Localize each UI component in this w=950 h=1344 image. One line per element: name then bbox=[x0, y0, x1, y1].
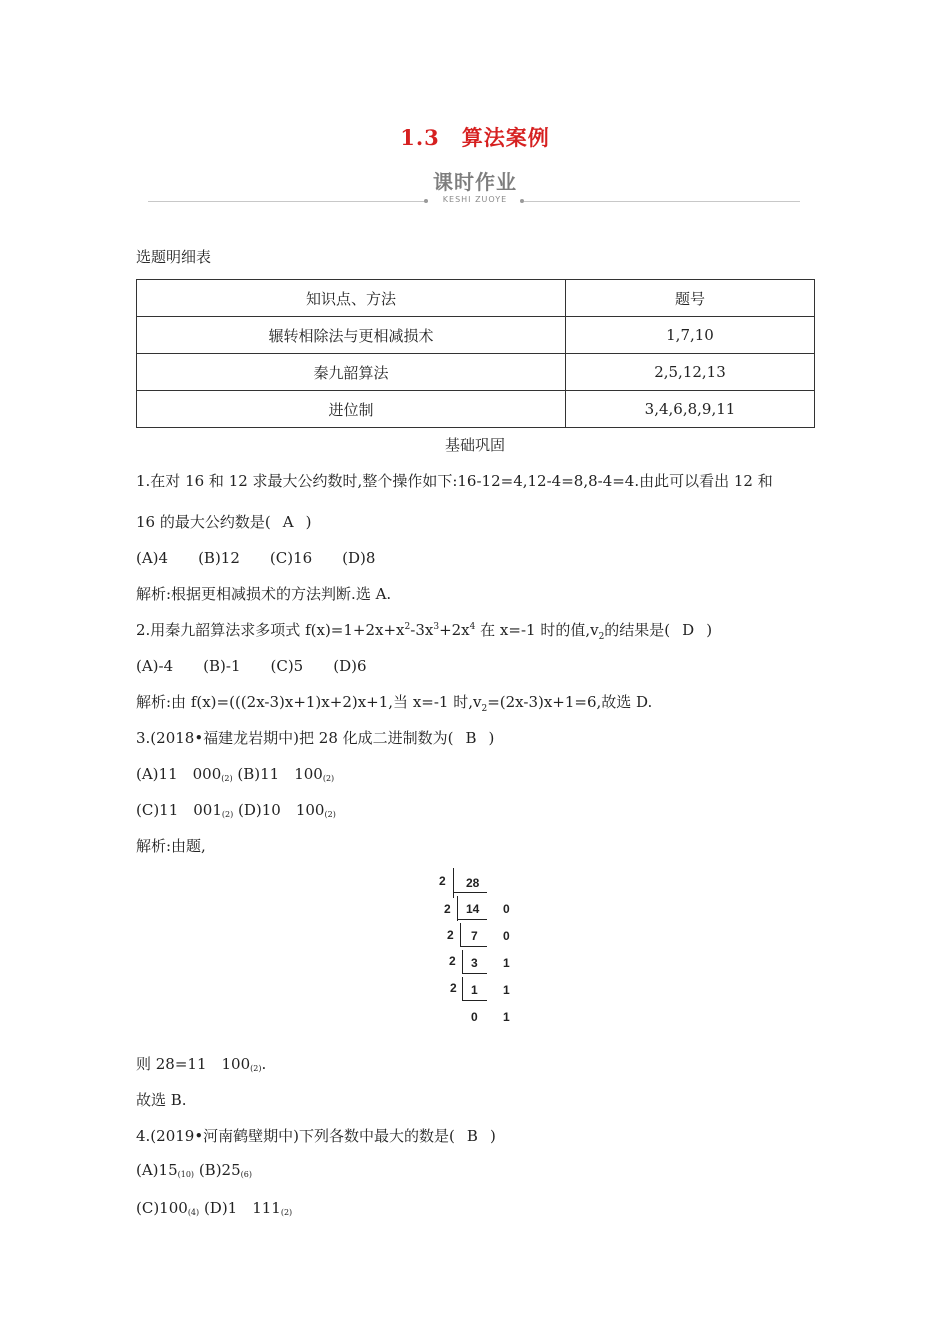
q1-analysis: 解析:根据更相减损术的方法判断.选 A. bbox=[136, 585, 392, 603]
remainder: 1 bbox=[503, 983, 510, 997]
divisor: 2 bbox=[439, 874, 446, 888]
quotient: 28 bbox=[466, 876, 480, 890]
table-cell-numbers: 1,7,10 bbox=[566, 317, 815, 354]
division-bracket-line bbox=[457, 896, 458, 921]
division-bracket-line bbox=[453, 868, 454, 898]
q4-answer: B bbox=[466, 1127, 478, 1145]
table-row bbox=[137, 391, 815, 428]
remainder: 0 bbox=[503, 929, 510, 943]
header-divider-right bbox=[524, 201, 800, 202]
quotient: 3 bbox=[471, 956, 478, 970]
division-bracket-line bbox=[460, 923, 461, 947]
remainder: 0 bbox=[503, 902, 510, 916]
subtitle-pinyin: KESHI ZUOYE bbox=[442, 195, 508, 204]
divisor: 2 bbox=[444, 902, 451, 916]
page-title: 1.3 算法案例 bbox=[400, 125, 550, 150]
q1-options: (A)4 (B)12 (C)16 (D)8 bbox=[136, 549, 376, 567]
q4-options-ab: (A)15(10) (B)25(6) bbox=[136, 1161, 252, 1179]
table-cell-numbers: 3,4,6,8,9,11 bbox=[566, 391, 815, 428]
division-bracket-line bbox=[462, 977, 463, 1001]
q1-stem-line1: 1.在对 16 和 12 求最大公约数时,整个操作如下:16-12=4,12-4=8,8-4=4.由此可以看出 12 和 bbox=[136, 472, 773, 490]
q3-answer: B bbox=[465, 729, 477, 747]
table-cell-numbers: 2,5,12,13 bbox=[566, 354, 815, 391]
q3-options-ab: (A)11 000(2) (B)11 100(2) bbox=[136, 765, 335, 783]
binary-division-diagram bbox=[430, 862, 530, 1027]
q3-conclusion: 故选 B. bbox=[136, 1091, 187, 1109]
q3-options-cd: (C)11 001(2) (D)10 100(2) bbox=[136, 801, 336, 819]
q3-stem: 3.(2018•福建龙岩期中)把 28 化成二进制数为( B ) bbox=[136, 729, 495, 747]
division-bracket-line bbox=[453, 892, 487, 893]
table-caption: 选题明细表 bbox=[136, 248, 212, 266]
table-header-cell: 知识点、方法 bbox=[137, 280, 566, 317]
divisor: 2 bbox=[450, 981, 457, 995]
section-heading-basic: 基础巩固 bbox=[444, 436, 505, 454]
division-bracket-line bbox=[460, 946, 487, 947]
table-cell-topic: 进位制 bbox=[137, 391, 566, 428]
q2-options: (A)-4 (B)-1 (C)5 (D)6 bbox=[136, 657, 367, 675]
q2-answer: D bbox=[682, 621, 695, 639]
table-cell-topic: 秦九韶算法 bbox=[137, 354, 566, 391]
division-bracket-line bbox=[462, 1000, 487, 1001]
division-bracket-line bbox=[457, 919, 487, 920]
quotient: 0 bbox=[471, 1010, 478, 1024]
q3-analysis: 解析:由题, bbox=[136, 837, 206, 855]
quotient: 14 bbox=[466, 902, 480, 916]
table-row bbox=[137, 317, 815, 354]
topic-table bbox=[136, 279, 815, 428]
table-header-cell: 题号 bbox=[566, 280, 815, 317]
q1-stem-line2: 16 的最大公约数是( A ) bbox=[136, 513, 312, 531]
table-cell-topic: 辗转相除法与更相减损术 bbox=[137, 317, 566, 354]
quotient: 1 bbox=[471, 983, 478, 997]
q2-stem: 2.用秦九韶算法求多项式 $f(x)=1+2x+x^2-3x^3+2x^4$ 在 x=-1 时的值$,v_2$的结果是( D ) bbox=[136, 621, 713, 642]
division-bracket-line bbox=[462, 950, 463, 974]
q2-analysis: 解析:由 f(x)=(((2x-3)x+1)x+2)x+1,当 x=-1 时$,v_2=(2x-3)x+1=6$,故选 D. bbox=[136, 693, 653, 714]
divisor: 2 bbox=[447, 928, 454, 942]
q4-stem: 4.(2019•河南鹤壁期中)下列各数中最大的数是( B ) bbox=[136, 1127, 496, 1145]
division-bracket-line bbox=[462, 973, 487, 974]
q3-result: 则 28=11 100(2). bbox=[136, 1055, 267, 1073]
q4-options-cd: (C)100(4) (D)1 111(2) bbox=[136, 1199, 293, 1217]
section-subtitle: 课时作业 bbox=[433, 170, 517, 194]
quotient: 7 bbox=[471, 929, 478, 943]
divisor: 2 bbox=[449, 954, 456, 968]
table-header-row bbox=[137, 280, 815, 317]
remainder: 1 bbox=[503, 956, 510, 970]
table-row bbox=[137, 354, 815, 391]
remainder: 1 bbox=[503, 1010, 510, 1024]
q1-answer: A bbox=[282, 513, 294, 531]
